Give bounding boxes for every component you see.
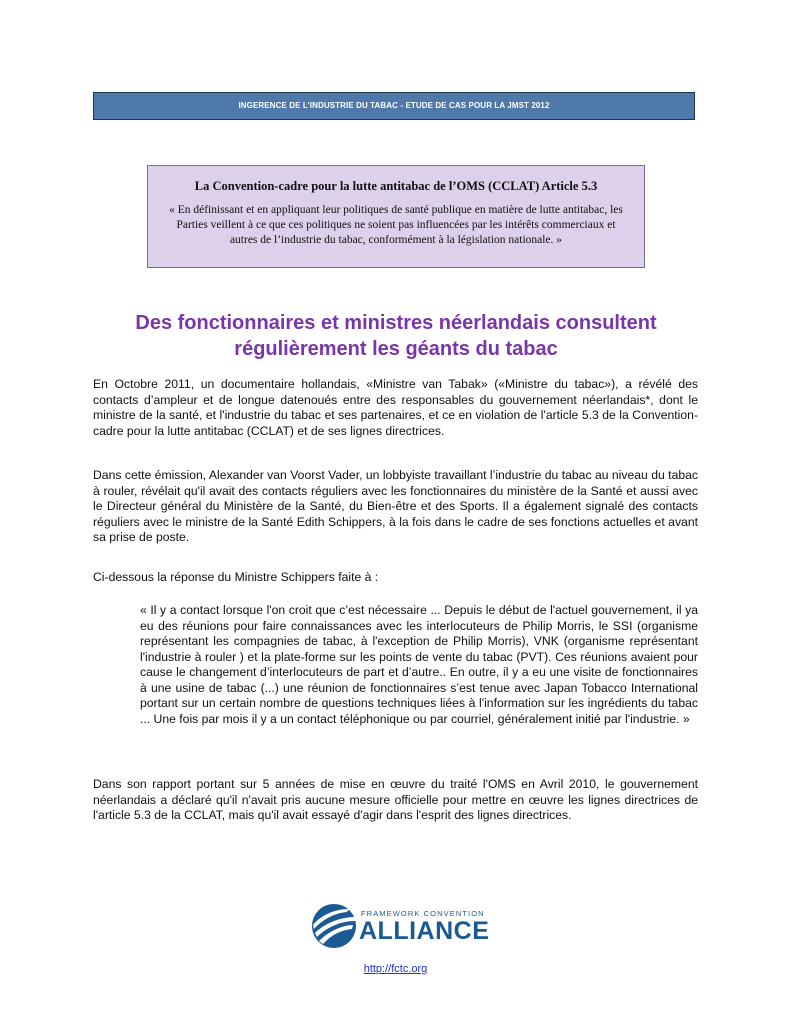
paragraph-response-intro: Ci-dessous la réponse du Ministre Schippers faite à : [93, 570, 379, 584]
header-banner: INGERENCE DE L’INDUSTRIE DU TABAC - ETUDE DE CAS POUR LA JMST 2012 [93, 92, 695, 120]
article-box-quote: « En définissant et en appliquant leur politiques de santé publique en matière de lutte antitabac, les Parties veillent à ce que ces politiques ne soient pas influencées par les intérêts commerciaux et autres de l’industrie du tabac, conformément à la législation nationale. » [169, 204, 623, 246]
fca-logo [311, 903, 490, 951]
footer-link-fctc[interactable]: http://fctc.org [363, 963, 428, 975]
logo-alliance: ALLIANCE [359, 917, 490, 945]
page-headline: Des fonctionnaires et ministres néerlandais consultent régulièrement les géants du tabac [135, 312, 657, 360]
article-5-3-box [147, 165, 645, 268]
article-box-title: La Convention-cadre pour la lutte antitabac de l’OMS (CCLAT) Article 5.3 [194, 179, 598, 193]
globe-swoosh-icon [311, 903, 357, 949]
logo-framework-convention: FRAMEWORK CONVENTION [361, 909, 485, 918]
paragraph-lobbyist: Dans cette émission, Alexander van Voorst Vader, un lobbyiste travaillant l’industrie du tabac au niveau du tabac à rouler, révélait qu'il avait des contacts réguliers avec les fonctionnaires du ministère de la Santé et aussi avec le Directeur général du Ministère de la Santé, du Bien-être et des Sports. Il a également signalé des contacts réguliers avec le ministre de la Santé Edith Schippers, à la fois dans le cadre de ses fonctions actuelles et avant sa prise de poste. [93, 468, 698, 544]
paragraph-intro: En Octobre 2011, un documentaire hollandais, «Ministre van Tabak» («Ministre du tabac»), a révélé des contacts d’ampleur et de longue datenoués entre des responsables du gouvernement néerlandais*, dont le ministre de la santé, et l'industrie du tabac et ses partenaires, et ce en violation de l'article 5.3 de la Convention-cadre pour la lutte antitabac (CCLAT) et de ses lignes directrices. [93, 377, 698, 438]
minister-quote: « Il y a contact lorsque l'on croit que c’est nécessaire ... Depuis le début de l'actuel gouvernement, il ya eu des réunions pour faire connaissances avec les interlocuteurs de Philip Morris, le SSI (organisme représentant les compagnies de tabac, à l'exception de Philip Morris), VNK (organisme représentant l'industrie à rouler ) et la plate-forme sur les points de vente du tabac (PVT). Ces réunions avaient pour cause le changement d’interlocuteurs de part et d’autre.. En outre, il y a eu une visite de fonctionnaires à une usine de tabac (...) une réunion de fonctionnaires s’est tenue avec Japan Tobacco International portant sur un certain nombre de questions techniques liées à l'information sur les ingrédients du tabac ... Une fois par mois il y a un contact téléphonique ou par courriel, généralement initié par l'industrie. » [140, 603, 698, 726]
paragraph-report: Dans son rapport portant sur 5 années de mise en œuvre du traité l'OMS en Avril 2010, le gouvernement néerlandais a déclaré qu'il n'avait pris aucune mesure officielle pour mettre en œuvre les lignes directrices de l'article 5.3 de la CCLAT, mais qu'il avait essayé d'agir dans l'esprit des lignes directrices. [93, 777, 698, 822]
